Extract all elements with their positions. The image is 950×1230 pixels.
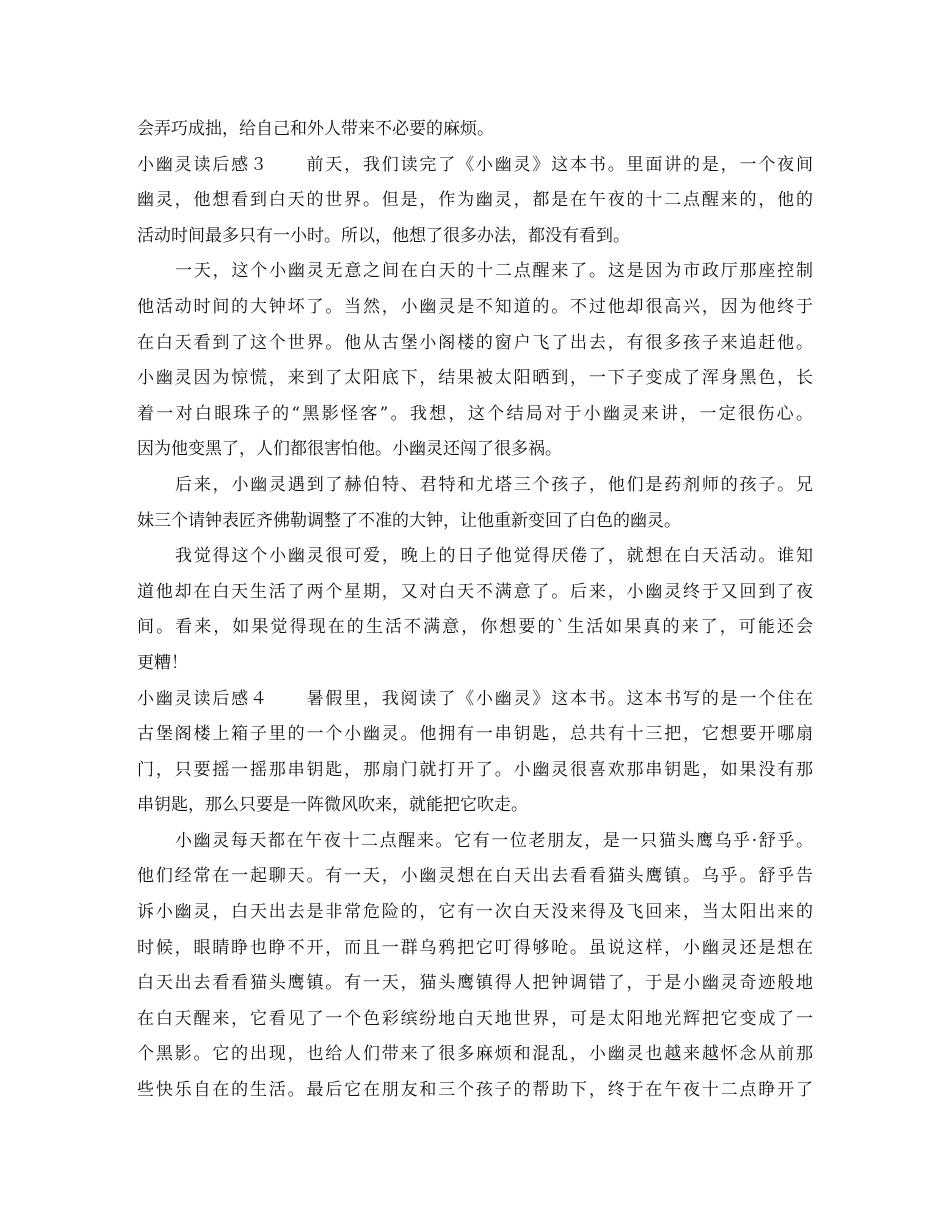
- text-line: 门，只要摇一摇那串钥匙，那扇门就打开了。小幽灵很喜欢那串钥匙，如果没有那: [137, 759, 813, 780]
- text-line: 小幽灵每天都在午夜十二点醒来。它有一位老朋友，是一只猫头鹰乌乎·舒乎。: [175, 830, 813, 851]
- text-line: 古堡阁楼上箱子里的一个小幽灵。他拥有一串钥匙，总共有十三把，它想要开哪扇: [137, 724, 813, 745]
- text-line: 白天出去看看猫头鹰镇。有一天，猫头鹰镇得人把钟调错了，于是小幽灵奇迹般地: [137, 973, 813, 994]
- text-line: 他们经常在一起聊天。有一天，小幽灵想在白天出去看看猫头鹰镇。乌乎。舒乎告: [137, 866, 813, 887]
- text-line: 串钥匙，那么只要是一阵微风吹来，就能把它吹走。: [137, 795, 528, 816]
- document-body: [137, 112, 813, 1109]
- text-line: 后来，小幽灵遇到了赫伯特、君特和尤塔三个孩子，他们是药剂师的孩子。兄: [175, 474, 813, 495]
- text-line: 小幽灵读后感４ 暑假里，我阅读了《小幽灵》这本书。这本书写的是一个住在: [137, 688, 813, 709]
- text-line: 小幽灵读后感３ 前天，我们读完了《小幽灵》这本书。里面讲的是，一个夜间: [137, 154, 813, 175]
- text-line: 些快乐自在的生活。最后它在朋友和三个孩子的帮助下，终于在午夜十二点睁开了: [137, 1080, 813, 1101]
- text-line: 间。看来，如果觉得现在的生活不满意，你想要的`生活如果真的来了，可能还会: [137, 617, 813, 638]
- text-line: 着一对白眼珠子的“黑影怪客”。我想，这个结局对于小幽灵来讲，一定很伤心。: [137, 403, 813, 424]
- text-line: 一天，这个小幽灵无意之间在白天的十二点醒来了。这是因为市政厅那座控制: [175, 261, 813, 282]
- text-line: 在白天醒来，它看见了一个色彩缤纷地白天地世界，可是太阳地光辉把它变成了一: [137, 1008, 813, 1029]
- text-line: 他活动时间的大钟坏了。当然，小幽灵是不知道的。不过他却很高兴，因为他终于: [137, 296, 813, 317]
- text-line: 活动时间最多只有一小时。所以，他想了很多办法，都没有看到。: [137, 225, 630, 246]
- text-line: 个黑影。它的出现，也给人们带来了很多麻烦和混乱，小幽灵也越来越怀念从前那: [137, 1044, 813, 1065]
- text-line: 时候，眼睛睁也睁不开，而且一群乌鸦把它叮得够呛。虽说这样，小幽灵还是想在: [137, 937, 813, 958]
- text-line: 会弄巧成拙，给自己和外人带来不必要的麻烦。: [137, 119, 494, 139]
- text-line: 诉小幽灵，白天出去是非常危险的，它有一次白天没来得及飞回来，当太阳出来的: [137, 902, 813, 923]
- text-line: 更糟！: [137, 652, 188, 673]
- text-line: 因为他变黑了，人们都很害怕他。小幽灵还闯了很多祸。: [137, 439, 562, 460]
- text-line: 小幽灵因为惊慌，来到了太阳底下，结果被太阳晒到，一下子变成了浑身黑色，长: [137, 368, 813, 389]
- text-line: 我觉得这个小幽灵很可爱，晚上的日子他觉得厌倦了，就想在白天活动。谁知: [175, 546, 813, 567]
- text-line: 在白天看到了这个世界。他从古堡小阁楼的窗户飞了出去，有很多孩子来追赶他。: [137, 332, 813, 353]
- text-line: 妹三个请钟表匠齐佛勒调整了不准的大钟，让他重新变回了白色的幽灵。: [137, 510, 681, 531]
- text-line: 道他却在白天生活了两个星期，又对白天不满意了。后来，小幽灵终于又回到了夜: [137, 581, 813, 602]
- text-line: 幽灵，他想看到白天的世界。但是，作为幽灵，都是在午夜的十二点醒来的，他的: [137, 190, 813, 211]
